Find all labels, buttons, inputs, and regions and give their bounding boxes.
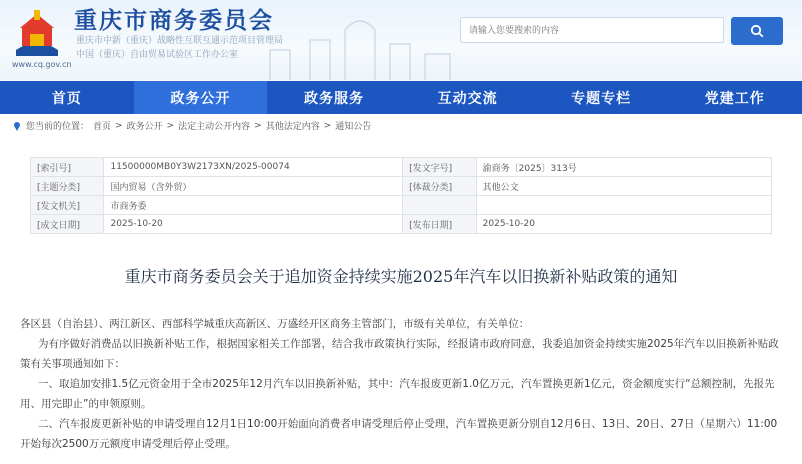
breadcrumb-separator: > — [115, 120, 123, 131]
breadcrumb-separator: > — [166, 120, 175, 131]
issuing-authority-label: [发文机关] — [31, 196, 104, 215]
topic-category-label: [主题分类] — [31, 177, 104, 196]
breadcrumb — [12, 119, 375, 132]
document-title: 重庆市商务委员会关于追加资金持续实施2025年汽车以旧换新补贴政策的通知 — [124, 267, 678, 286]
issuing-authority-value: 市商务委 — [104, 196, 403, 215]
breadcrumb-other-content[interactable]: 其他法定内容 — [265, 122, 320, 132]
skyline-decoration-icon — [250, 10, 470, 80]
site-domain: www.cq.gov.cn — [12, 60, 72, 69]
site-header — [0, 0, 802, 80]
index-number-label: [索引号] — [31, 158, 104, 177]
breadcrumb-home[interactable]: 首页 — [93, 122, 112, 132]
nav-item-government-services[interactable]: 政务服务 — [303, 90, 364, 107]
document-paragraph-1: 为有序做好消费品以旧换新补贴工作，根据国家相关工作部署，结合我市政策执行实际，经报请市政府同意，我委追加资金持续实施2025年汽车以旧换新补贴政策有关事项通知如下： — [20, 338, 779, 370]
government-emblem-icon[interactable] — [10, 6, 64, 60]
search-bar — [460, 17, 780, 45]
breadcrumb-separator: > — [323, 120, 332, 131]
publish-date-label: [发布日期] — [403, 215, 476, 234]
document-body — [20, 314, 785, 454]
location-icon — [12, 121, 22, 131]
site-title[interactable]: 重庆市商务委员会 — [74, 7, 274, 34]
table-row — [31, 177, 772, 196]
site-subtitle-2: 中国（重庆）自由贸易试验区工作办公室 — [76, 50, 239, 60]
document-info-table — [30, 157, 772, 234]
document-paragraph-2: 一、取追加安排1.5亿元资金用于全市2025年12月汽车以旧换新补贴，其中：汽车报废更新1.0亿万元，汽车置换更新1亿元，资金额度实行“总额控制，先报先用、用完即止”的申领原则。 — [20, 378, 775, 410]
breadcrumb-notices[interactable]: 通知公告 — [335, 122, 372, 132]
genre-category-value: 其他公文 — [476, 177, 771, 196]
document-number-label: [发文字号] — [403, 158, 476, 177]
main-nav — [0, 81, 802, 114]
document-number-value: 渝商务〔2025〕313号 — [476, 158, 771, 177]
table-row — [31, 215, 772, 234]
publish-date-value: 2025-10-20 — [476, 215, 771, 234]
nav-item-special-topics[interactable]: 专题专栏 — [571, 90, 632, 107]
written-date-value: 2025-10-20 — [104, 215, 403, 234]
nav-item-government-affairs-public[interactable]: 政务公开 — [134, 81, 268, 114]
nav-item-interaction[interactable]: 互动交流 — [437, 90, 498, 107]
document-paragraph-3: 二、汽车报废更新补贴的申请受理自12月1日10:00开始面向消费者申请受理后停止受理，汽车置换更新分别自12月6日、13日、20日、27日（星期六）11:00开始每次2500万元额度申请受理后停止受理。 — [20, 418, 778, 450]
breadcrumb-separator: > — [254, 120, 262, 131]
breadcrumb-prefix: 您当前的位置： — [26, 122, 90, 132]
table-row — [31, 158, 772, 177]
breadcrumb-government-affairs[interactable]: 政务公开 — [126, 122, 163, 132]
nav-item-party-building[interactable]: 党建工作 — [704, 90, 765, 107]
topic-category-value: 国内贸易（含外贸） — [104, 177, 403, 196]
search-button[interactable] — [731, 17, 783, 45]
written-date-label: [成文日期] — [31, 215, 104, 234]
search-icon — [750, 24, 764, 38]
document-salutation: 各区县（自治县）、两江新区、西部科学城重庆高新区、万盛经开区商务主管部门，市级有关单位，有关单位： — [20, 318, 530, 330]
table-row — [31, 196, 772, 215]
nav-item-home[interactable]: 首页 — [51, 90, 82, 107]
genre-category-label: [体裁分类] — [403, 177, 476, 196]
site-subtitle-1: 重庆市中新（重庆）战略性互联互通示范项目管理局 — [76, 36, 284, 46]
empty-label — [403, 196, 476, 215]
index-number-value: 11500000MB0Y3W2173XN/2025-00074 — [104, 158, 403, 177]
search-input[interactable] — [460, 17, 724, 43]
breadcrumb-statutory-content[interactable]: 法定主动公开内容 — [178, 122, 251, 132]
empty-value — [476, 196, 771, 215]
